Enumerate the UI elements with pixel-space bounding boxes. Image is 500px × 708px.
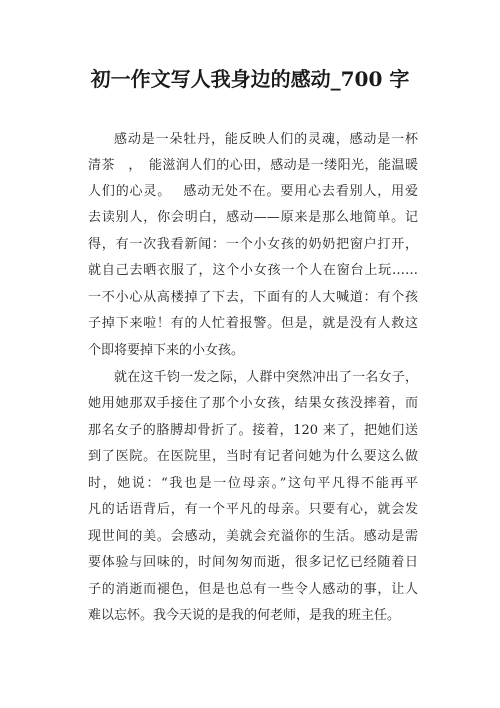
text-line-15: 凡的话语背后，有一个平凡的母亲。只要有心，就会发 xyxy=(88,502,418,517)
text-line-11: 她用她那双手接住了那个小女孩，结果女孩没摔着，而 xyxy=(88,396,418,411)
text-line-14: 时，她说：“我也是一位母亲。”这句平凡得不能再平 xyxy=(88,476,418,491)
text-line-18: 子的消逝而褪色，但是也总有一些令人感动的事，让人 xyxy=(88,582,418,597)
text-line-5: 得，有一次我看新闻：一个小女孩的奶奶把窗户打开， xyxy=(88,237,418,252)
text-line-17: 要体验与回味的，时间匆匆而逝，很多记忆已经随着日 xyxy=(88,555,418,570)
text-line-1: 感动是一朵牡丹，能反映人们的灵魂，感动是一杯 xyxy=(114,132,418,147)
text-line-12: 那名女子的胳膊却骨折了。接着，120 来了，把她们送 xyxy=(88,423,418,438)
text-line-13: 到了医院。在医院里，当时有记者问她为什么要这么做 xyxy=(88,449,418,464)
text-line-3: 人们的心灵。 感动无处不在。要用心去看别人，用爱 xyxy=(88,184,418,199)
text-line-8: 子掉下来啦！有的人忙着报警。但是，就是没有人救这 xyxy=(88,316,418,331)
text-line-4: 去读别人，你会明白，感动——原来是那么地简单。记 xyxy=(88,210,418,225)
document-title: 初一作文写人我身边的感动_700 字 xyxy=(90,67,410,91)
text-line-6: 就自己去晒衣服了，这个小女孩一个人在窗台上玩…… xyxy=(88,263,418,278)
text-line-9: 个即将要掉下来的小女孩。 xyxy=(88,343,245,358)
text-line-19: 难以忘怀。我今天说的是我的何老师，是我的班主任。 xyxy=(88,608,401,623)
text-line-2: 清茶 ， 能滋润人们的心田，感动是一缕阳光，能温暖 xyxy=(88,158,418,173)
text-line-10: 就在这千钧一发之际，人群中突然冲出了一名女子， xyxy=(114,370,418,385)
text-line-16: 现世间的美。会感动，美就会充溢你的生活。感动是需 xyxy=(88,529,418,544)
text-line-7: 一不小心从高楼掉了下去，下面有的人大喊道：有个孩 xyxy=(88,290,418,305)
